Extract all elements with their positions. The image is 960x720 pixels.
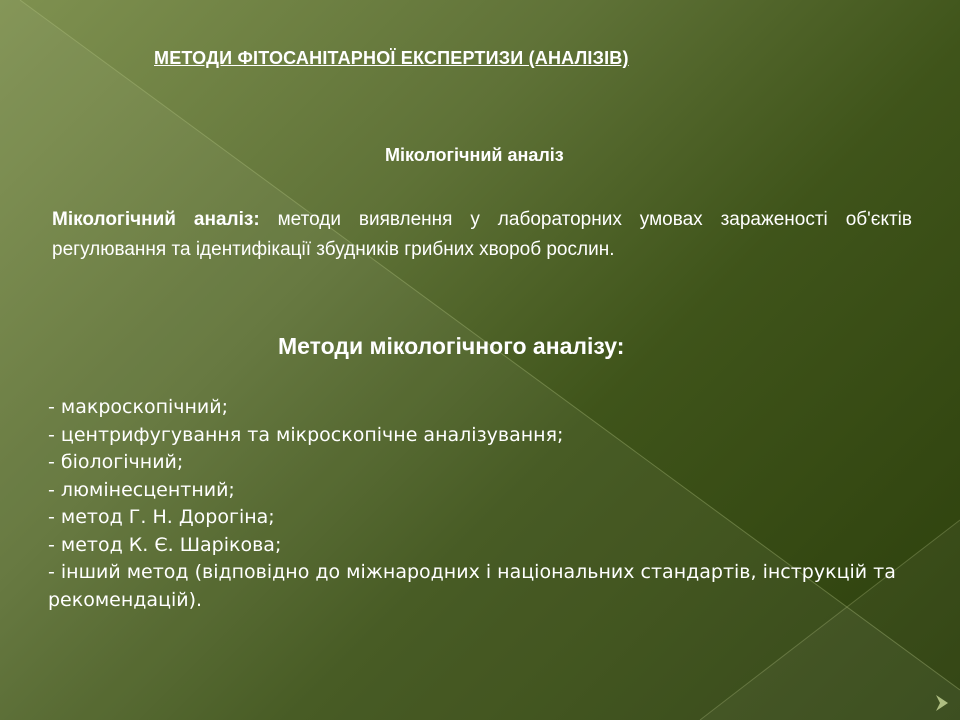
list-item: - люмінесцентний;: [48, 478, 235, 501]
section-subtitle: Мікологічний аналіз: [385, 145, 564, 165]
chevron-right-icon[interactable]: [934, 693, 950, 713]
methods-heading: Методи мікологічного аналізу:: [278, 333, 625, 359]
list-item: - біологічний;: [48, 451, 184, 473]
list-item: - метод К. Є. Шарікова;: [48, 533, 282, 556]
methods-list: [48, 394, 928, 614]
list-item: - макроскопічний;: [48, 396, 229, 418]
slide-title: МЕТОДИ ФІТОСАНІТАРНОЇ ЕКСПЕРТИЗИ (АНАЛІЗІВ): [154, 48, 629, 68]
list-item: - інший метод (відповідно до міжнародних і національних стандартів, інструкцій та рекомендацій).: [48, 561, 896, 611]
definition-term: Мікологічний аналіз:: [52, 209, 260, 230]
definition-paragraph: [52, 205, 912, 265]
list-item: - центрифугування та мікроскопічне аналізування;: [48, 423, 564, 446]
definition-text: методи виявлення у лабораторних умовах зараженості об'єктів регулювання та ідентифікації збудників грибних хвороб рослин.: [52, 209, 913, 260]
list-item: - метод Г. Н. Дорогіна;: [48, 506, 275, 528]
